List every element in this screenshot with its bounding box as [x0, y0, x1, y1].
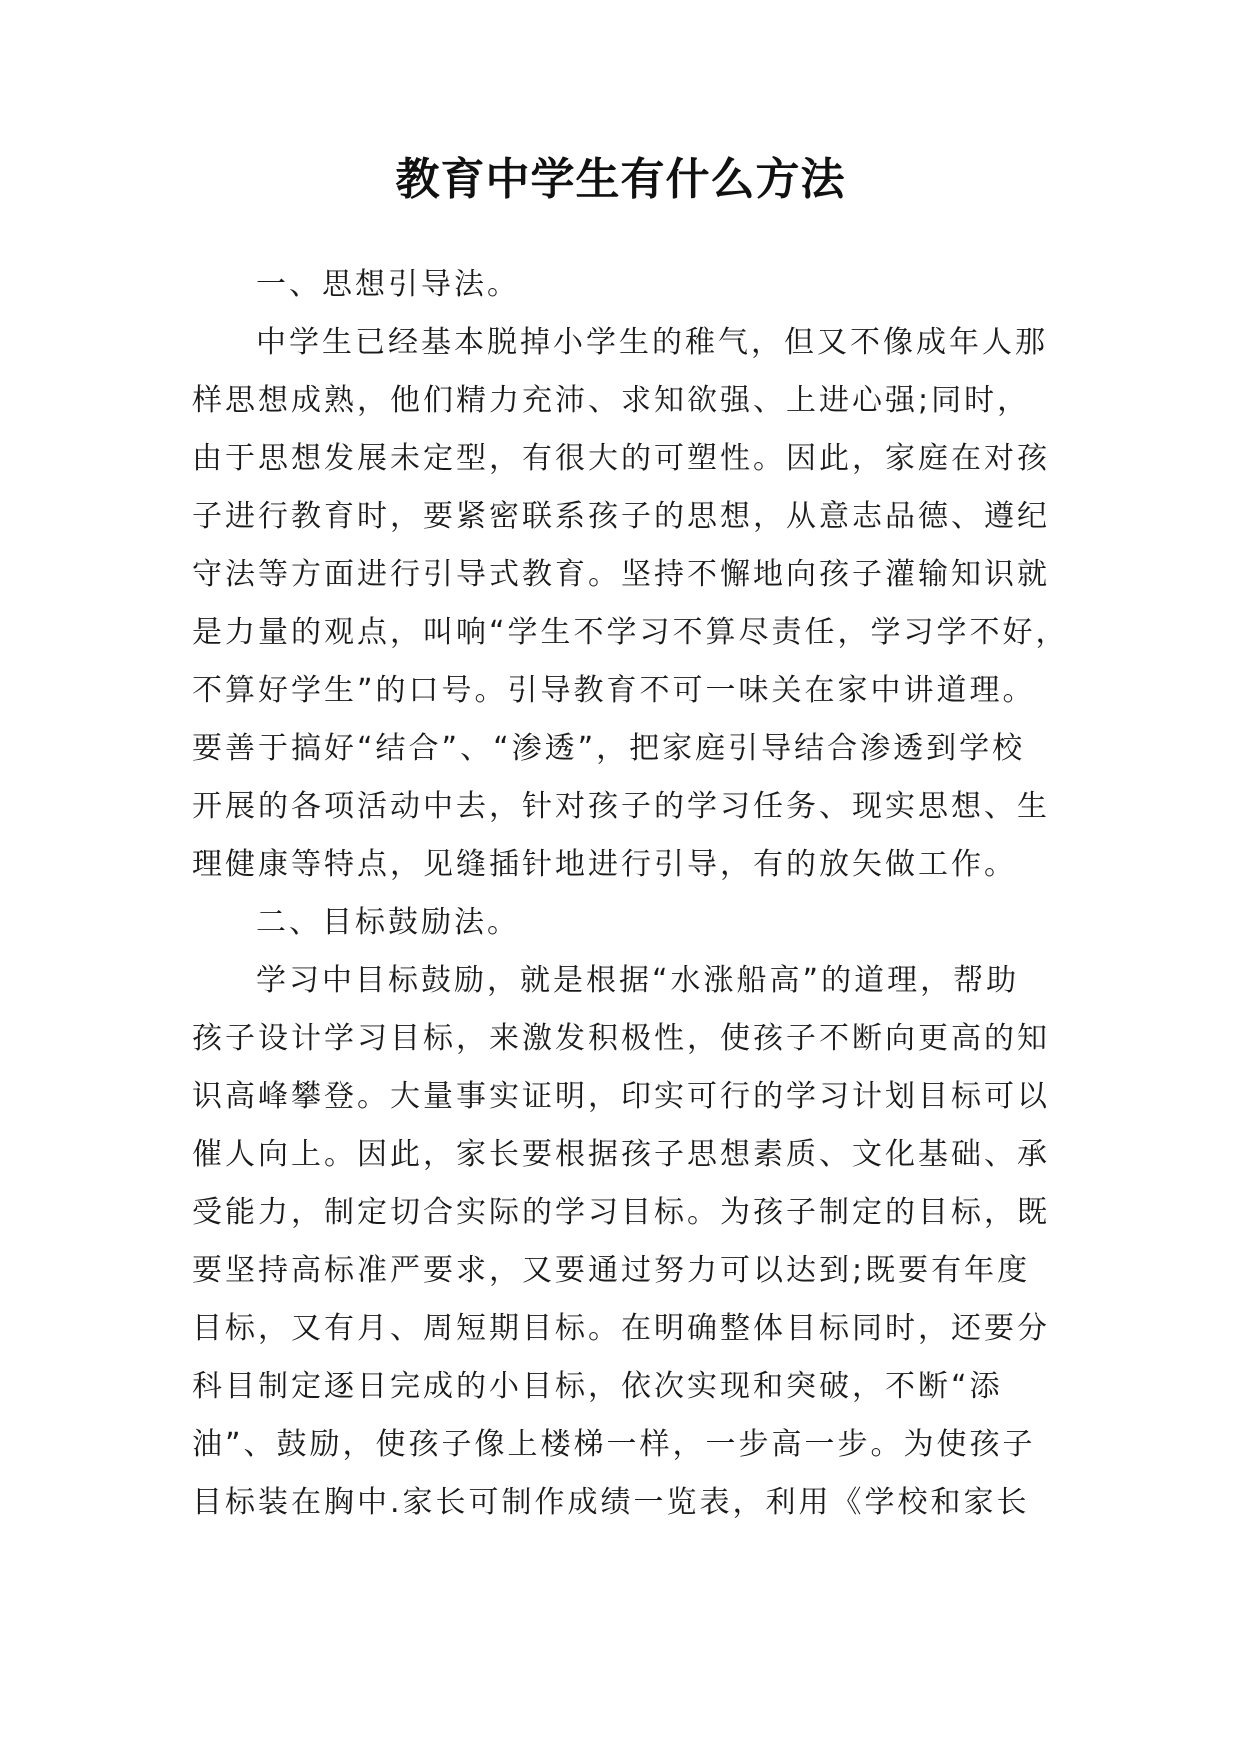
paragraph-line: 样思想成熟，他们精力充沛、求知欲强、上进心强;同时， [192, 383, 1031, 418]
paragraph-line: 不算好学生”的口号。引导教育不可一味关在家中讲道理。 [192, 673, 1036, 708]
paragraph-line: 要坚持高标准严要求，又要通过努力可以达到;既要有年度 [192, 1253, 1031, 1288]
paragraph-line: 识高峰攀登。大量事实证明，印实可行的学习计划目标可以 [192, 1079, 1050, 1114]
paragraph-line: 开展的各项活动中去，针对孩子的学习任务、现实思想、生 [192, 789, 1050, 824]
paragraph-line: 学习中目标鼓励，就是根据“水涨船高”的道理，帮助 [256, 963, 1020, 998]
paragraph-line: 理健康等特点，见缝插针地进行引导，有的放矢做工作。 [192, 847, 1017, 882]
paragraph-line: 目标装在胸中.家长可制作成绩一览表，利用《学校和家长 [192, 1485, 1030, 1520]
paragraph-line: 守法等方面进行引导式教育。坚持不懈地向孩子灌输知识就 [192, 557, 1050, 592]
paragraph-line: 由于思想发展未定型，有很大的可塑性。因此，家庭在对孩 [192, 441, 1050, 476]
paragraph-line: 要善于搞好“结合”、“渗透”，把家庭引导结合渗透到学校 [192, 731, 1026, 766]
paragraph-line: 中学生已经基本脱掉小学生的稚气，但又不像成年人那 [256, 325, 1048, 360]
section-heading-1: 一、思想引导法。 [256, 267, 520, 302]
paragraph-line: 子进行教育时，要紧密联系孩子的思想，从意志品德、遵纪 [192, 499, 1050, 534]
paragraph-line: 科目制定逐日完成的小目标，依次实现和突破，不断“添 [192, 1369, 1003, 1404]
document-title: 教育中学生有什么方法 [395, 154, 846, 205]
paragraph-line: 目标，又有月、周短期目标。在明确整体目标同时，还要分 [192, 1311, 1050, 1346]
paragraph-line: 油”、鼓励，使孩子像上楼梯一样，一步高一步。为使孩子 [192, 1427, 1036, 1462]
document-body [192, 256, 1069, 1532]
paragraph-line: 孩子设计学习目标，来激发积极性，使孩子不断向更高的知 [192, 1021, 1050, 1056]
paragraph-line: 催人向上。因此，家长要根据孩子思想素质、文化基础、承 [192, 1137, 1050, 1172]
paragraph-line: 是力量的观点，叫响“学生不学习不算尽责任，学习学不好， [192, 615, 1069, 650]
paragraph-line: 受能力，制定切合实际的学习目标。为孩子制定的目标，既 [192, 1195, 1050, 1230]
section-heading-2: 二、目标鼓励法。 [256, 905, 520, 940]
